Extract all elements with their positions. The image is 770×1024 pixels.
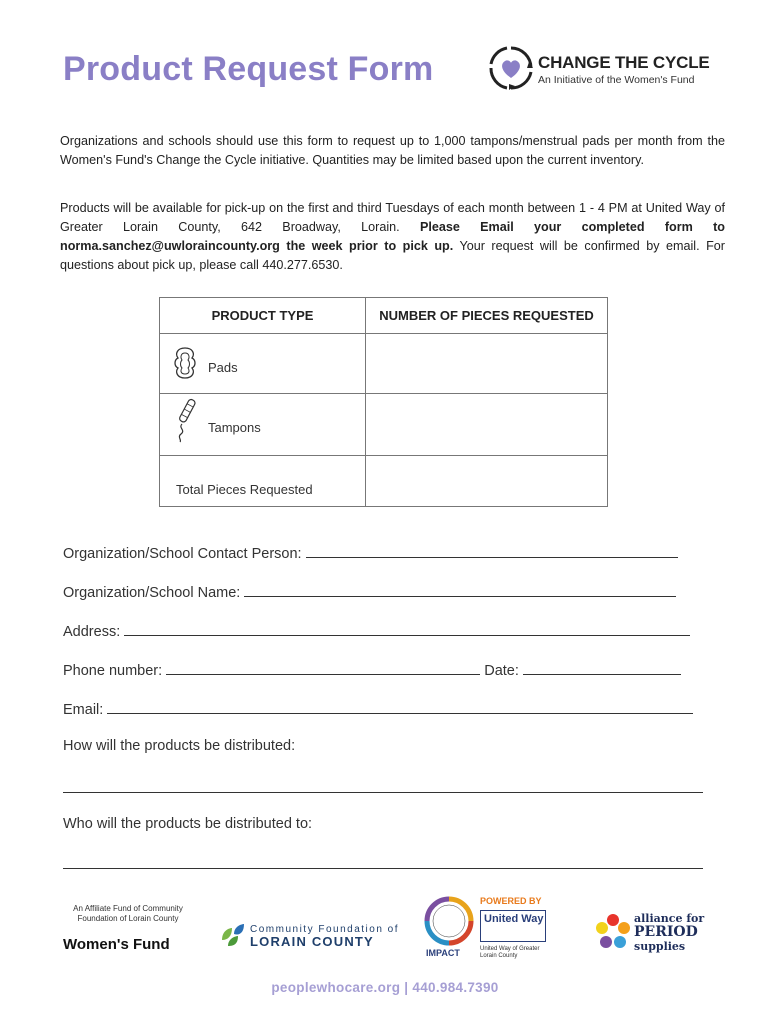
tampons-label: Tampons (208, 420, 261, 435)
phone-label: Phone number: (63, 663, 163, 679)
impact-badge-icon (424, 896, 474, 946)
email-input[interactable] (107, 699, 693, 714)
distribution-how-input[interactable] (63, 792, 703, 793)
contact-person-label: Organization/School Contact Person: (63, 546, 302, 562)
org-name-label: Organization/School Name: (63, 585, 241, 601)
impact-text: IMPACT (426, 948, 460, 958)
date-input[interactable] (523, 660, 681, 675)
powered-by-text: POWERED BY (480, 896, 542, 906)
community-foundation-logo (220, 922, 400, 953)
confirmation-text: Your request will be confirmed by email. For questions about pick up, please call 440.277.6530. (60, 239, 725, 272)
pads-label: Pads (208, 360, 238, 375)
phone-input[interactable] (166, 660, 480, 675)
contact-person-input[interactable] (306, 543, 678, 558)
pickup-text: Products will be available for pick-up on the first and third Tuesdays of each month between 1 - 4 PM at United Way of Greater Lorain County, 642 Broadway, Lorain. (60, 201, 725, 234)
email-label: Email: (63, 702, 104, 718)
email-field (63, 699, 693, 718)
table-row-total (160, 456, 366, 507)
tampons-quantity-input[interactable] (366, 394, 608, 456)
total-quantity-input[interactable] (366, 456, 608, 507)
womens-fund-affiliate-text: An Affiliate Fund of Community Foundation of Lorain County (73, 904, 183, 923)
change-the-cycle-logo (487, 44, 737, 96)
alliance-line3: supplies (634, 940, 686, 953)
footer-contact-line: peoplewhocare.org | 440.984.7390 (271, 980, 499, 995)
distribution-how-label: How will the products be distributed: (63, 738, 296, 754)
cf-line2: LORAIN COUNTY (250, 934, 374, 949)
header-pieces-requested: NUMBER OF PIECES REQUESTED (366, 298, 608, 334)
impact-initiative-logo (424, 896, 474, 964)
pickup-paragraph (60, 199, 725, 275)
header-product-type: PRODUCT TYPE (160, 298, 366, 334)
address-label: Address: (63, 624, 121, 640)
date-label: Date: (484, 663, 519, 679)
united-way-caption: United Way of Greater Lorain County (480, 946, 540, 959)
alliance-period-supplies-logo (596, 912, 705, 957)
phone-date-field (63, 660, 681, 679)
distribution-who-label: Who will the products be distributed to: (63, 816, 313, 832)
flower-icon (596, 912, 630, 952)
intro-paragraph: Organizations and schools should use this form to request up to 1,000 tampons/menstrual pads per month from the Women's Fund's Change the Cycle initiative. Quantities may be limited based upon the current inventory. (60, 134, 725, 167)
pad-icon (172, 346, 198, 380)
contact-person-field (63, 543, 678, 562)
logo-name: CHANGE THE CYCLE (538, 53, 710, 72)
alliance-line2: PERIOD (634, 924, 698, 940)
address-field (63, 621, 690, 640)
org-name-input[interactable] (244, 582, 676, 597)
alliance-line1: alliance for (634, 912, 705, 925)
womens-fund-logo (63, 904, 193, 953)
heart-cycle-icon (487, 44, 535, 92)
table-row-pads (160, 334, 366, 394)
table-row-tampons (160, 394, 366, 456)
address-input[interactable] (124, 621, 690, 636)
leaf-icon (220, 922, 246, 948)
tampon-icon (172, 396, 198, 444)
total-label: Total Pieces Requested (176, 482, 313, 497)
united-way-name: United Way (484, 913, 544, 925)
distribution-who-input[interactable] (63, 868, 703, 869)
womens-fund-name: Women's Fund (63, 936, 170, 953)
pads-quantity-input[interactable] (366, 334, 608, 394)
org-name-field (63, 582, 676, 601)
page-title: Product Request Form (63, 50, 434, 88)
united-way-logo (478, 896, 548, 964)
logo-subtitle: An Initiative of the Women's Fund (538, 74, 695, 86)
request-table (159, 297, 608, 507)
cf-line1: Community Foundation of (250, 924, 400, 935)
email-instruction: Please Email your completed form to norma.sanchez@uwloraincounty.org the week prior to pick up. (60, 220, 725, 253)
united-way-box (480, 910, 546, 942)
